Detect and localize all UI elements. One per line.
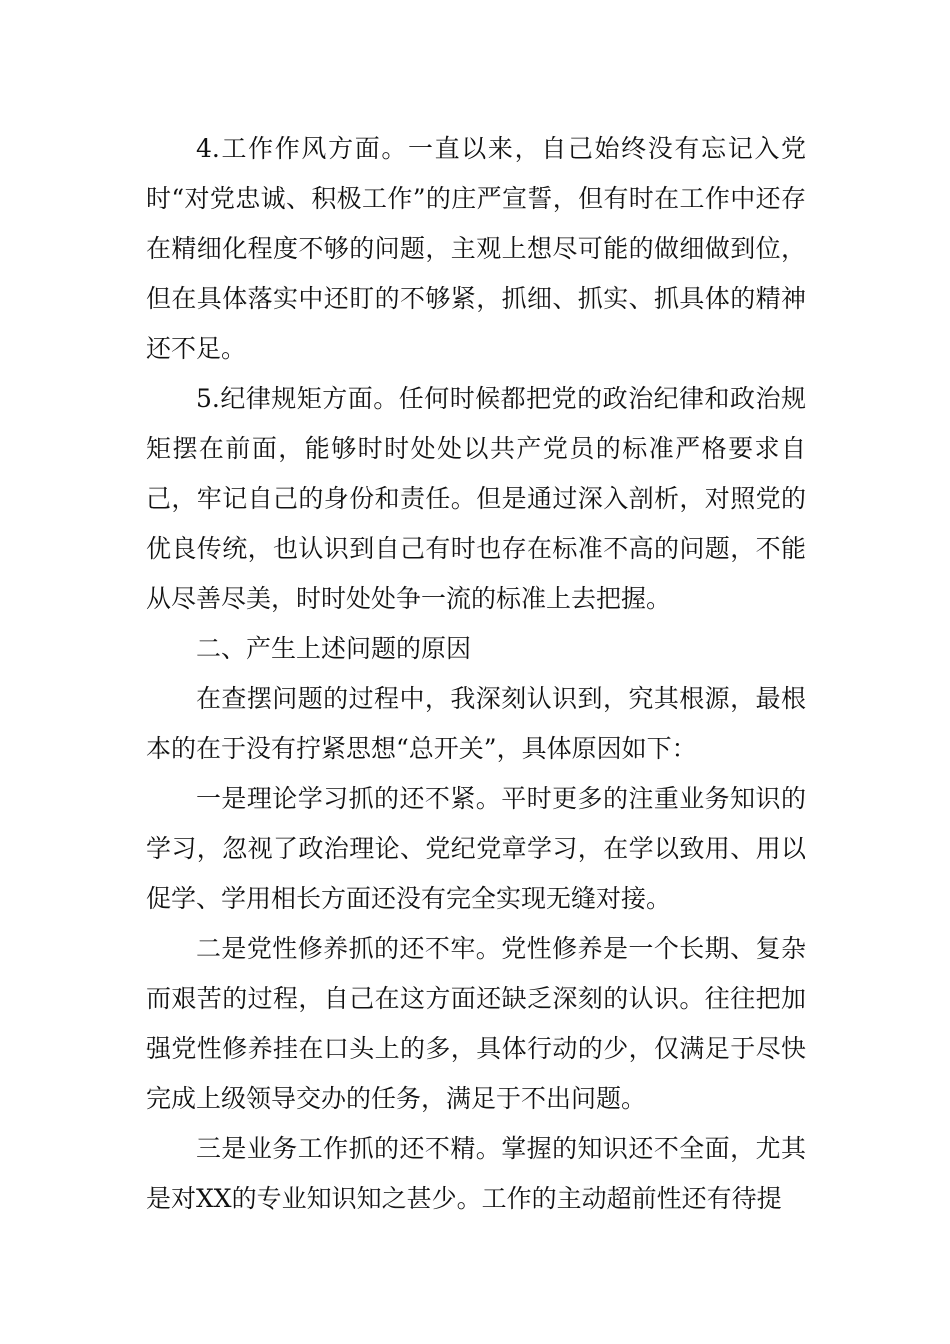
paragraph-business-work: 三是业务工作抓的还不精。掌握的知识还不全面，尤其是对XX的专业知识知之甚少。工作的主动超前性还有待提 xyxy=(146,1134,806,1213)
paragraph-causes-intro: 在查摆问题的过程中，我深刻认识到，究其根源，最根本的在于没有拧紧思想“总开关”，具体原因如下： xyxy=(146,684,806,763)
paragraph-discipline: 5.纪律规矩方面。任何时候都把党的政治纪律和政治规矩摆在前面，能够时时处处以共产党员的标准严格要求自己，牢记自己的身份和责任。但是通过深入剖析，对照党的优良传统，也认识到自己有时也存在标准不高的问题，不能从尽善尽美，时时处处争一流的标准上去把握。 xyxy=(146,384,806,613)
section-heading-causes: 二、产生上述问题的原因 xyxy=(196,634,472,663)
paragraph-theory-study: 一是理论学习抓的还不紧。平时更多的注重业务知识的学习，忽视了政治理论、党纪党章学习，在学以致用、用以促学、学用相长方面还没有完全实现无缝对接。 xyxy=(146,784,806,913)
paragraph-work-style: 4.工作作风方面。一直以来，自己始终没有忘记入党时“对党忠诚、积极工作”的庄严宣誓，但有时在工作中还存在精细化程度不够的问题，主观上想尽可能的做细做到位，但在具体落实中还盯的不够紧，抓细、抓实、抓具体的精神还不足。 xyxy=(146,134,806,363)
paragraph-party-cultivation: 二是党性修养抓的还不牢。党性修养是一个长期、复杂而艰苦的过程，自己在这方面还缺乏深刻的认识。往往把加强党性修养挂在口头上的多，具体行动的少，仅满足于尽快完成上级领导交办的任务，满足于不出问题。 xyxy=(146,934,806,1113)
document-body xyxy=(146,124,806,1224)
